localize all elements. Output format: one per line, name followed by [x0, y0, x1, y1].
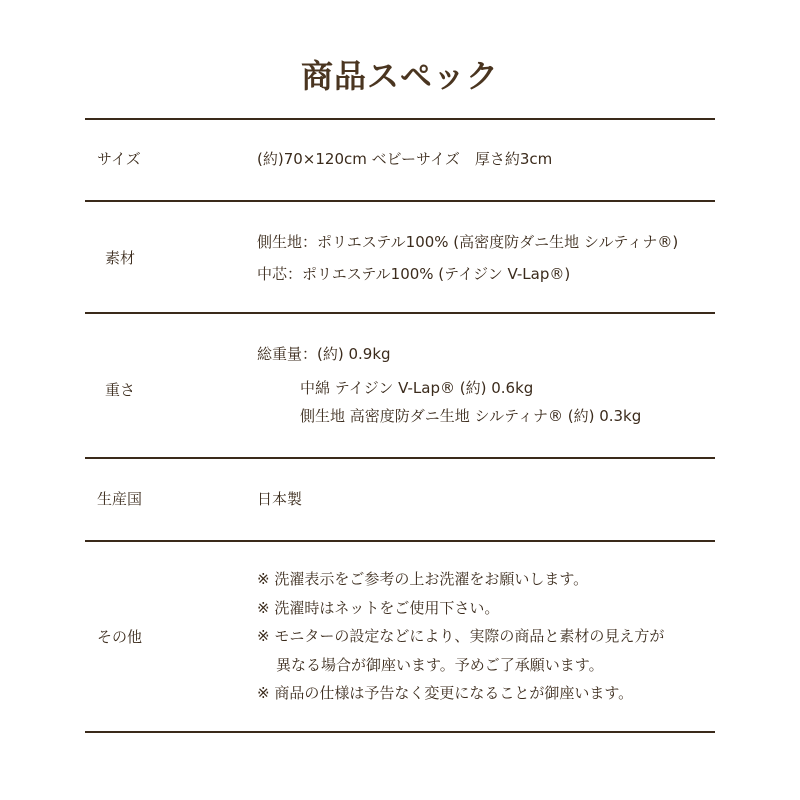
row-value-note: ※ 商品の仕様は予告なく変更になることが御座います。 — [257, 684, 634, 702]
row-value-weight-cover: 側生地 高密度防ダニ生地 シルティナ® (約) 0.3kg — [300, 407, 642, 425]
row-value-weight-total: 総重量：(約) 0.9kg — [257, 345, 391, 363]
divider — [85, 457, 715, 459]
row-value-note: ※ 洗濯時はネットをご使用下さい。 — [257, 599, 500, 617]
row-label-weight: 重さ — [105, 381, 136, 399]
row-value-note: ※ モニターの設定などにより、実際の商品と素材の見え方が — [257, 627, 665, 645]
divider-top — [85, 118, 715, 120]
row-label-size: サイズ — [97, 150, 141, 168]
row-label-country: 生産国 — [97, 490, 143, 508]
divider — [85, 312, 715, 314]
row-value-material-line: 側生地：ポリエステル100% (高密度防ダニ生地 シルティナ®) — [257, 233, 679, 251]
row-value-size: (約)70×120cm ベビーサイズ 厚さ約3cm — [257, 150, 553, 168]
row-label-material: 素材 — [105, 249, 136, 267]
divider — [85, 200, 715, 202]
row-value-country: 日本製 — [257, 490, 303, 508]
row-value-material-line: 中芯：ポリエステル100% (テイジン V-Lap®) — [257, 265, 571, 283]
row-label-other: その他 — [97, 628, 143, 646]
divider-bottom — [85, 731, 715, 733]
row-value-weight-filling: 中綿 テイジン V-Lap® (約) 0.6kg — [300, 379, 534, 397]
page-title: 商品スペック — [300, 57, 499, 95]
row-value-note: ※ 洗濯表示をご参考の上お洗濯をお願いします。 — [257, 570, 589, 588]
divider — [85, 540, 715, 542]
row-value-note-continued: 異なる場合が御座います。予めご了承願います。 — [276, 656, 604, 674]
